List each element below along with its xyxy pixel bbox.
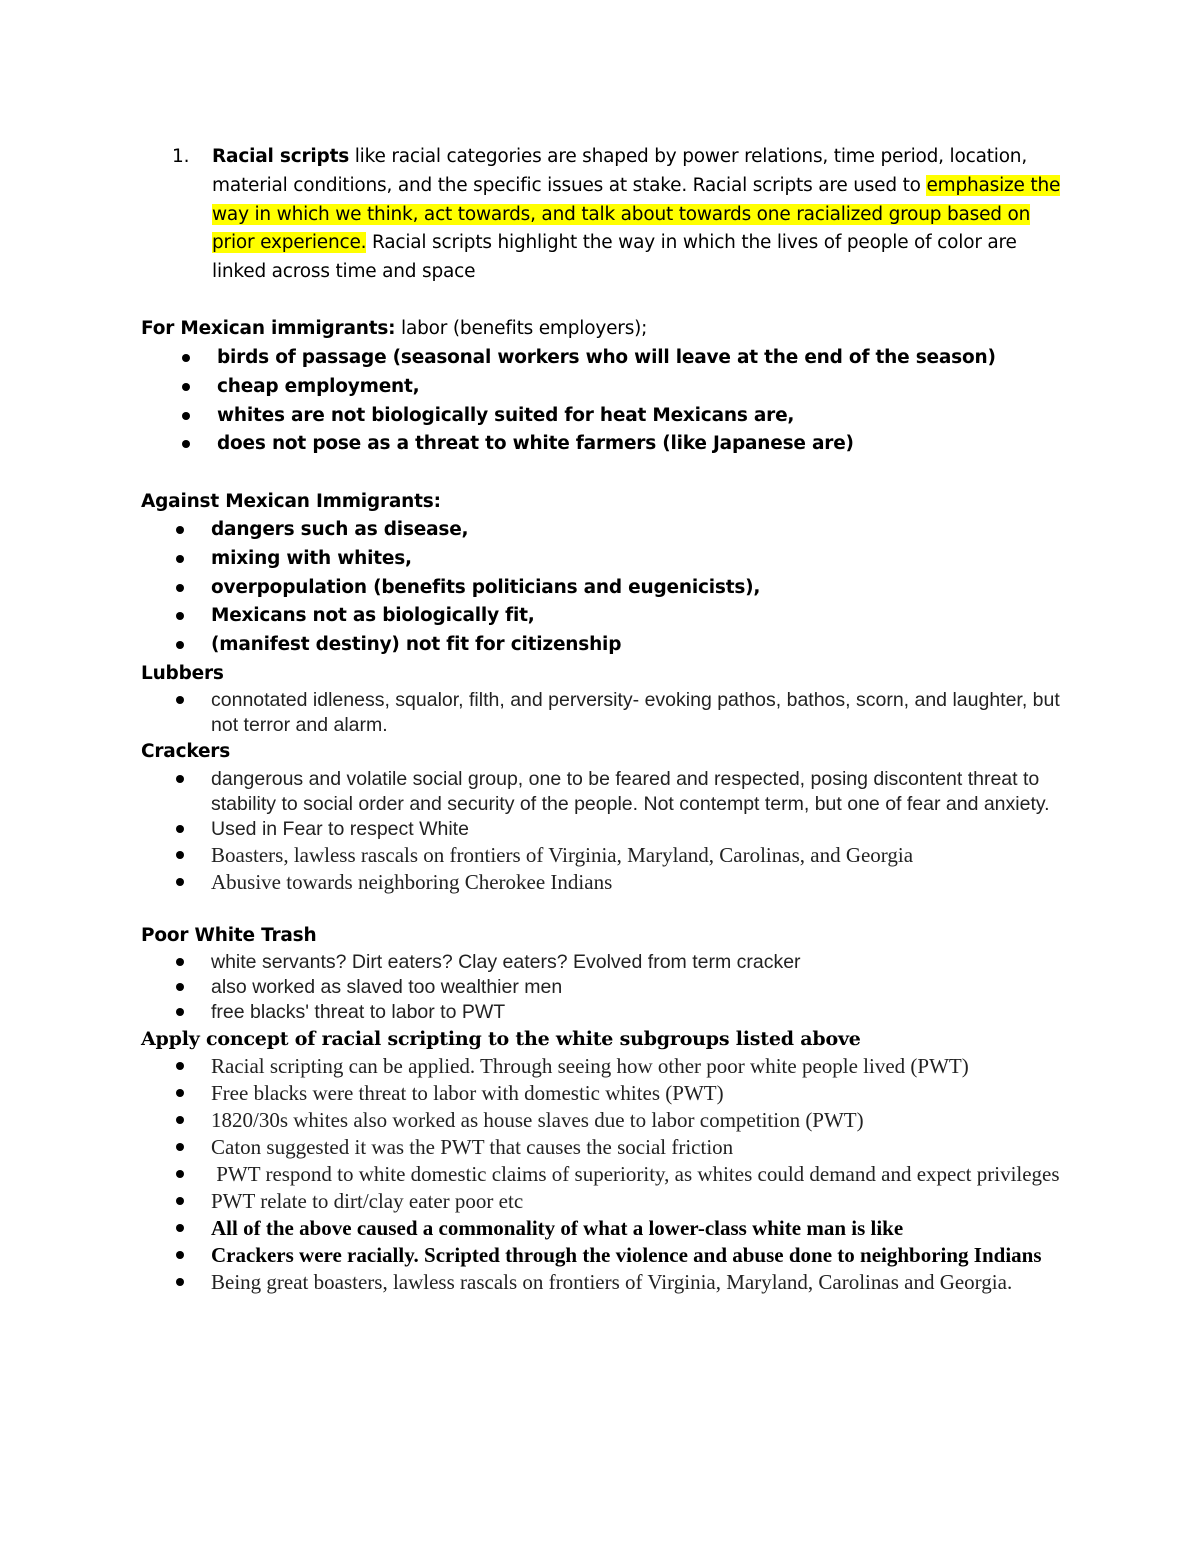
list-item: dangers such as disease,	[141, 516, 1091, 545]
bullet-icon	[176, 1278, 184, 1286]
list-poor-white-trash	[141, 950, 1061, 1025]
text-b: Racial scripts highlight the way in which the lives of people of color are linked across time and space	[212, 232, 1017, 283]
bullet-icon	[176, 851, 184, 859]
list-item: Boasters, lawless rascals on frontiers of Virginia, Maryland, Carolinas, and Georgia	[141, 842, 1061, 869]
bullet-icon	[176, 1197, 184, 1205]
highlighted-text: emphasize the way in which we think, act towards, and talk about towards one racialized group based on prior experience.	[212, 174, 1061, 254]
list-crackers	[141, 767, 1061, 896]
heading-bold: For Mexican immigrants:	[141, 318, 396, 339]
list-item: white servants? Dirt eaters? Clay eaters? Evolved from term cracker	[141, 950, 1061, 975]
bold-lead: Racial scripts	[212, 146, 350, 167]
bullet-icon	[176, 878, 184, 886]
list-lubbers	[141, 688, 1061, 738]
text-a: like racial categories are shaped by power relations, time period, location, material conditions, and the specific issues at stake. Racial scripts are used to	[212, 146, 1028, 196]
list-item: also worked as slaved too wealthier men	[141, 975, 1061, 1000]
list-item: free blacks' threat to labor to PWT	[141, 1000, 1061, 1025]
list-item: Mexicans not as biologically fit,	[141, 602, 1091, 631]
numbered-item-racial-scripts	[172, 143, 1072, 287]
list-item: Being great boasters, lawless rascals on frontiers of Virginia, Maryland, Carolinas and Georgia.	[141, 1269, 1061, 1296]
heading-lubbers: Lubbers	[141, 663, 224, 684]
bullet-icon	[182, 354, 190, 362]
bullet-icon	[176, 1251, 184, 1259]
bullet-icon	[182, 383, 190, 391]
list-item: PWT relate to dirt/clay eater poor etc	[141, 1188, 1061, 1215]
bullet-icon	[176, 526, 184, 534]
list-item: dangerous and volatile social group, one to be feared and respected, posing discontent threat to stability to social order and security of the people. Not contempt term, but one of fear and anxiety.	[141, 767, 1061, 817]
list-item: mixing with whites,	[141, 545, 1091, 574]
bullet-icon	[176, 641, 184, 649]
list-item: whites are not biologically suited for heat Mexicans are,	[147, 402, 1097, 431]
bullet-icon	[176, 1224, 184, 1232]
item-body	[212, 143, 1072, 287]
bullet-icon	[176, 584, 184, 592]
list-item: Abusive towards neighboring Cherokee Indians	[141, 869, 1061, 896]
bullet-icon	[176, 1008, 184, 1016]
heading-against-mexican: Against Mexican Immigrants:	[141, 491, 441, 512]
bullet-icon	[182, 440, 190, 448]
list-item: Used in Fear to respect White	[141, 817, 1061, 842]
heading-for-mexican	[141, 315, 647, 343]
bullet-icon	[176, 1089, 184, 1097]
heading-crackers: Crackers	[141, 741, 231, 762]
bullet-icon	[176, 958, 184, 966]
list-item: birds of passage (seasonal workers who will leave at the end of the season)	[147, 344, 1097, 373]
heading-apply-concept: Apply concept of racial scripting to the white subgroups listed above	[141, 1028, 861, 1050]
bullet-icon	[176, 1170, 184, 1178]
bullet-icon	[176, 1116, 184, 1124]
list-item: Crackers were racially. Scripted through the violence and abuse done to neighboring Indians	[141, 1242, 1061, 1269]
list-item: Caton suggested it was the PWT that causes the social friction	[141, 1134, 1061, 1161]
bullet-icon	[176, 825, 184, 833]
bullet-icon	[176, 983, 184, 991]
list-item: PWT respond to white domestic claims of superiority, as whites could demand and expect privileges	[141, 1161, 1061, 1188]
bullet-icon	[176, 696, 184, 704]
bullet-icon	[182, 412, 190, 420]
list-item: All of the above caused a commonality of what a lower-class white man is like	[141, 1215, 1061, 1242]
list-item: Racial scripting can be applied. Through seeing how other poor white people lived (PWT)	[141, 1053, 1061, 1080]
bullet-icon	[176, 1143, 184, 1151]
list-item: cheap employment,	[147, 373, 1097, 402]
list-item: overpopulation (benefits politicians and eugenicists),	[141, 574, 1091, 603]
bullet-icon	[176, 612, 184, 620]
bullet-icon	[176, 555, 184, 563]
bullet-icon	[176, 775, 184, 783]
list-apply-concept	[141, 1053, 1061, 1296]
list-for-mexican	[147, 344, 1097, 459]
item-number: 1.	[172, 146, 190, 167]
list-against-mexican	[141, 516, 1091, 660]
bullet-icon	[176, 1062, 184, 1070]
list-item: 1820/30s whites also worked as house slaves due to labor competition (PWT)	[141, 1107, 1061, 1134]
heading-poor-white-trash: Poor White Trash	[141, 925, 317, 946]
heading-rest: labor (benefits employers);	[395, 318, 648, 339]
list-item: connotated idleness, squalor, filth, and perversity- evoking pathos, bathos, scorn, and laughter, but not terror and alarm.	[141, 688, 1061, 738]
list-item: (manifest destiny) not fit for citizenship	[141, 631, 1091, 660]
list-item: does not pose as a threat to white farmers (like Japanese are)	[147, 430, 1097, 459]
list-item: Free blacks were threat to labor with domestic whites (PWT)	[141, 1080, 1061, 1107]
